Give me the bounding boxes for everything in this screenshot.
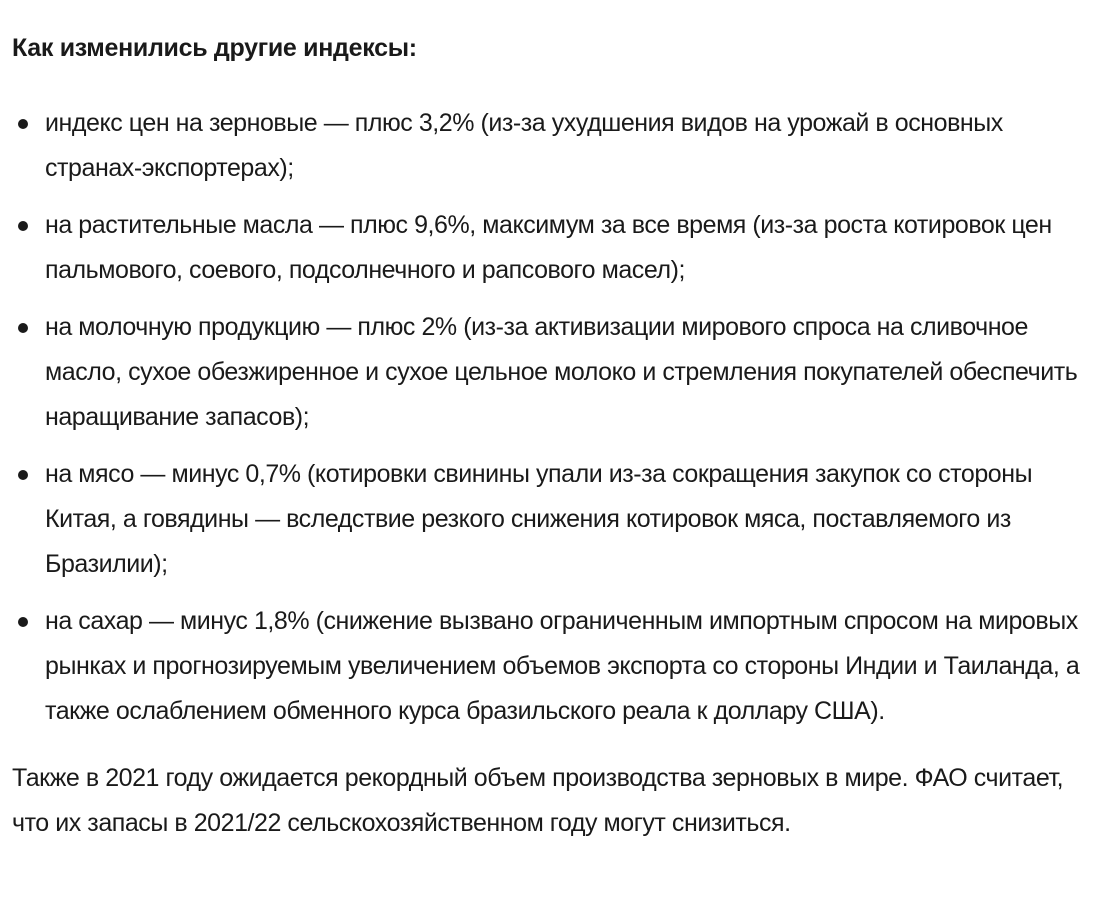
list-item-sugar <box>12 599 1102 734</box>
bullet-icon <box>18 323 28 333</box>
list-item-text: на мясо — минус 0,7% (котировки свинины упали из-за сокращения закупок со стороны Китая, а говядины — вследствие резкого снижения котировок мяса, поставляемого из Бразилии); <box>45 460 1033 578</box>
list-item-text: на молочную продукцию — плюс 2% (из-за активизации мирового спроса на сливочное масло, сухое обезжиренное и сухое цельное молоко и стремления покупателей обеспечить наращивание запасов); <box>45 313 1078 431</box>
index-changes-list <box>12 101 1102 734</box>
bullet-icon <box>18 617 28 627</box>
list-item-dairy <box>12 305 1102 440</box>
list-item-meat <box>12 452 1102 587</box>
list-item-text: на растительные масла — плюс 9,6%, максимум за все время (из-за роста котировок цен пальмового, соевого, подсолнечного и рапсового масел); <box>45 211 1052 284</box>
section-heading: Как изменились другие индексы: <box>12 34 417 62</box>
article-body <box>12 0 1102 846</box>
bullet-icon <box>18 221 28 231</box>
list-item-text: индекс цен на зерновые — плюс 3,2% (из-за ухудшения видов на урожай в основных странах-экспортерах); <box>45 109 1003 182</box>
closing-paragraph: Также в 2021 году ожидается рекордный объем производства зерновых в мире. ФАО считает, что их запасы в 2021/22 сельскохозяйственном году могут снизиться. <box>12 764 1064 837</box>
list-item-vegetable-oils <box>12 203 1102 293</box>
list-item-grains <box>12 101 1102 191</box>
list-item-text: на сахар — минус 1,8% (снижение вызвано ограниченным импортным спросом на мировых рынках и прогнозируемым увеличением объемов экспорта со стороны Индии и Таиланда, а также ослаблением обменного курса бразильского реала к доллару США). <box>45 607 1080 725</box>
bullet-icon <box>18 119 28 129</box>
bullet-icon <box>18 470 28 480</box>
